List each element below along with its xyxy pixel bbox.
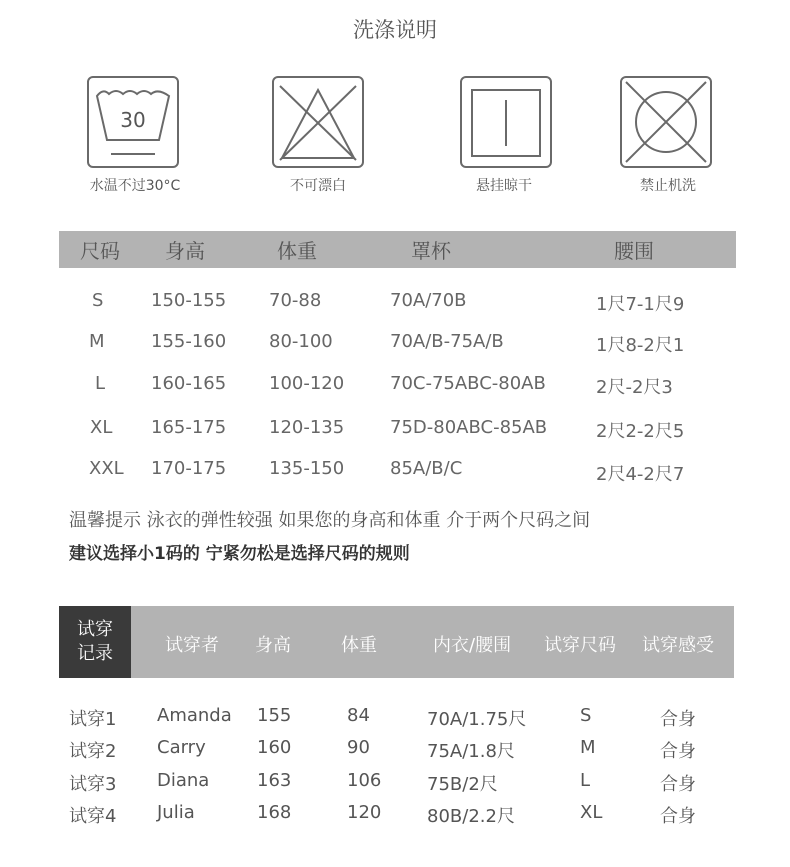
- trial-cell-weight: 120: [347, 802, 382, 823]
- trial-cell-feeling: 合身: [660, 774, 696, 795]
- wash-temperature-number: 30: [120, 108, 146, 132]
- cell-waist: 2尺-2尺3: [596, 377, 673, 398]
- trial-header-height: 身高: [255, 635, 291, 656]
- cell-height: 165-175: [151, 417, 227, 438]
- cell-cup: 70A/B-75A/B: [390, 331, 504, 352]
- trial-cell-underwear-waist: 75B/2尺: [427, 774, 498, 795]
- care-label-machine: 禁止机洗: [640, 178, 696, 194]
- no-bleach-icon: [272, 76, 364, 168]
- trial-cell-size: XL: [580, 802, 603, 823]
- trial-cell-name: Diana: [157, 770, 210, 791]
- trial-cell-weight: 84: [347, 705, 370, 726]
- trial-cell-weight: 90: [347, 737, 370, 758]
- no-machine-wash-icon: [620, 76, 712, 168]
- header-weight: 体重: [277, 239, 317, 263]
- cell-height: 170-175: [151, 458, 227, 479]
- trial-cell-feeling: 合身: [660, 709, 696, 730]
- trial-cell-height: 155: [257, 705, 292, 726]
- trial-header-tester: 试穿者: [165, 635, 219, 656]
- cell-cup: 75D-80ABC-85AB: [390, 417, 548, 438]
- cell-size: XL: [90, 417, 113, 438]
- trial-header-weight: 体重: [341, 635, 377, 656]
- trial-cell-height: 168: [257, 802, 292, 823]
- trial-record-label: [59, 606, 131, 678]
- header-size: 尺码: [80, 239, 120, 263]
- header-height: 身高: [165, 239, 205, 263]
- hang-dry-icon: [460, 76, 552, 168]
- care-label-wash: 水温不过30°C: [89, 178, 181, 194]
- trial-cell-size: M: [580, 737, 596, 758]
- cell-height: 160-165: [151, 373, 227, 394]
- trial-cell-size: S: [580, 705, 592, 726]
- trial-record-label-line2: 记录: [77, 643, 113, 664]
- care-label-bleach: 不可漂白: [290, 178, 346, 194]
- header-cup: 罩杯: [411, 239, 451, 263]
- trial-record-label-line1: 试穿: [77, 619, 113, 640]
- wash-30-icon: [87, 76, 179, 168]
- trial-cell-height: 160: [257, 737, 292, 758]
- trial-cell-weight: 106: [347, 770, 382, 791]
- trial-cell-feeling: 合身: [660, 741, 696, 762]
- cell-weight: 100-120: [269, 373, 345, 394]
- cell-height: 150-155: [151, 290, 227, 311]
- trial-header-underwear-waist: 内衣/腰围: [433, 635, 512, 656]
- trial-header-feeling: 试穿感受: [642, 635, 714, 656]
- cell-weight: 135-150: [269, 458, 345, 479]
- cell-size: S: [92, 290, 104, 311]
- cell-cup: 85A/B/C: [390, 458, 463, 479]
- trial-table-header: [59, 606, 734, 678]
- tip-line-2: 建议选择小1码的 宁紧勿松是选择尺码的规则: [69, 544, 410, 564]
- cell-cup: 70A/70B: [390, 290, 467, 311]
- page-title: 洗涤说明: [353, 18, 437, 42]
- trial-cell-name: Julia: [157, 802, 195, 823]
- trial-cell-id: 试穿1: [69, 709, 117, 730]
- trial-cell-size: L: [580, 770, 591, 791]
- cell-size: XXL: [89, 458, 124, 479]
- header-waist: 腰围: [614, 239, 654, 263]
- cell-size: L: [95, 373, 106, 394]
- cell-weight: 120-135: [269, 417, 345, 438]
- cell-weight: 70-88: [269, 290, 322, 311]
- cell-waist: 2尺2-2尺5: [596, 421, 685, 442]
- trial-cell-id: 试穿4: [69, 806, 117, 827]
- trial-cell-name: Amanda: [157, 705, 232, 726]
- cell-waist: 1尺7-1尺9: [596, 294, 685, 315]
- trial-cell-underwear-waist: 70A/1.75尺: [427, 709, 527, 730]
- trial-cell-feeling: 合身: [660, 806, 696, 827]
- trial-cell-height: 163: [257, 770, 292, 791]
- cell-waist: 1尺8-2尺1: [596, 335, 685, 356]
- trial-cell-id: 试穿3: [69, 774, 117, 795]
- trial-cell-underwear-waist: 80B/2.2尺: [427, 806, 515, 827]
- cell-waist: 2尺4-2尺7: [596, 464, 685, 485]
- trial-cell-id: 试穿2: [69, 741, 117, 762]
- cell-weight: 80-100: [269, 331, 333, 352]
- tip-line-1: 温馨提示 泳衣的弹性较强 如果您的身高和体重 介于两个尺码之间: [69, 510, 591, 531]
- cell-height: 155-160: [151, 331, 227, 352]
- trial-cell-underwear-waist: 75A/1.8尺: [427, 741, 515, 762]
- trial-cell-name: Carry: [157, 737, 206, 758]
- care-label-dry: 悬挂晾干: [476, 178, 532, 194]
- trial-header-size: 试穿尺码: [544, 635, 616, 656]
- cell-size: M: [89, 331, 105, 352]
- cell-cup: 70C-75ABC-80AB: [390, 373, 546, 394]
